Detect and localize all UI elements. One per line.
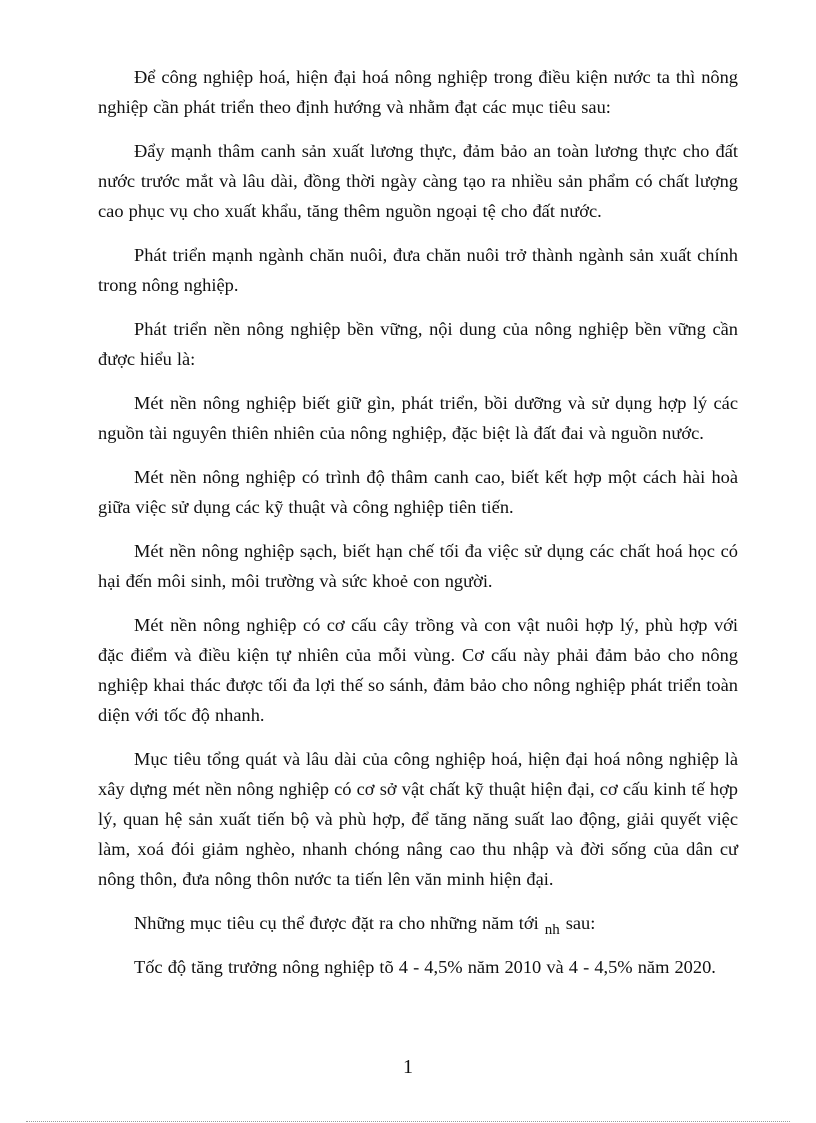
paragraph-specific-objectives [98, 908, 738, 940]
paragraph-natural-resources: Mét nền nông nghiệp biết giữ gìn, phát triển, bồi dưỡng và sử dụng hợp lý các nguồn tài nguyên thiên nhiên của nông nghiệp, đặc biệt là đất đai và nguồn nước. [98, 393, 738, 443]
objectives-intro-suffix: sau: [565, 913, 596, 933]
paragraph-crop-structure: Mét nền nông nghiệp có cơ cấu cây trồng và con vật nuôi hợp lý, phù hợp với đặc điểm và điều kiện tự nhiên của mỗi vùng. Cơ cấu này phải đảm bảo cho nông nghiệp khai thác được tối đa lợi thế so sánh, đảm bảo cho nông nghiệp phát triển toàn diện với tốc độ nhanh. [98, 615, 738, 725]
paragraph-intro: Để công nghiệp hoá, hiện đại hoá nông nghiệp trong điều kiện nước ta thì nông nghiệp cần phát triển theo định hướng và nhằm đạt các mục tiêu sau: [98, 67, 738, 117]
page-number: 1 [403, 1056, 413, 1078]
paragraph-intensive-farming: Mét nền nông nghiệp có trình độ thâm canh cao, biết kết hợp một cách hài hoà giữa việc sử dụng các kỹ thuật và công nghiệp tiên tiến. [98, 467, 738, 517]
paragraph-clean-agriculture: Mét nền nông nghiệp sạch, biết hạn chế tối đa việc sử dụng các chất hoá học có hại đến môi sinh, môi trường và sức khoẻ con người. [98, 541, 738, 591]
document-body [98, 62, 738, 996]
objectives-intro-text: Những mục tiêu cụ thể được đặt ra cho những năm tới [134, 913, 539, 933]
page-bottom-divider [26, 1121, 790, 1122]
paragraph-general-objective: Mục tiêu tổng quát và lâu dài của công nghiệp hoá, hiện đại hoá nông nghiệp là xây dựng mét nền nông nghiệp có cơ sở vật chất kỹ thuật hiện đại, cơ cấu kinh tế hợp lý, quan hệ sản xuất tiến bộ và phù hợp, để tăng năng suất lao động, giải quyết việc làm, xoá đói giảm nghèo, nhanh chóng nâng cao thu nhập và đời sống của dân cư nông thôn, đưa nông thôn nước ta tiến lên văn minh hiện đại. [98, 749, 738, 889]
paragraph-growth-target: Tốc độ tăng trưởng nông nghiệp tõ 4 - 4,5% năm 2010 và 4 - 4,5% năm 2020. [134, 957, 716, 977]
paragraph-food-production: Đẩy mạnh thâm canh sản xuất lương thực, đảm bảo an toàn lương thực cho đất nước trước mắt và lâu dài, đồng thời ngày càng tạo ra nhiều sản phẩm có chất lượng cao phục vụ cho xuất khẩu, tăng thêm nguồn ngoại tệ cho đất nước. [98, 141, 738, 221]
paragraph-sustainable-agriculture: Phát triển nền nông nghiệp bền vững, nội dung của nông nghiệp bền vững cần được hiểu là: [98, 319, 738, 369]
objectives-inline-nh: nh [544, 922, 560, 938]
paragraph-livestock: Phát triển mạnh ngành chăn nuôi, đưa chăn nuôi trở thành ngành sản xuất chính trong nông nghiệp. [98, 245, 738, 295]
